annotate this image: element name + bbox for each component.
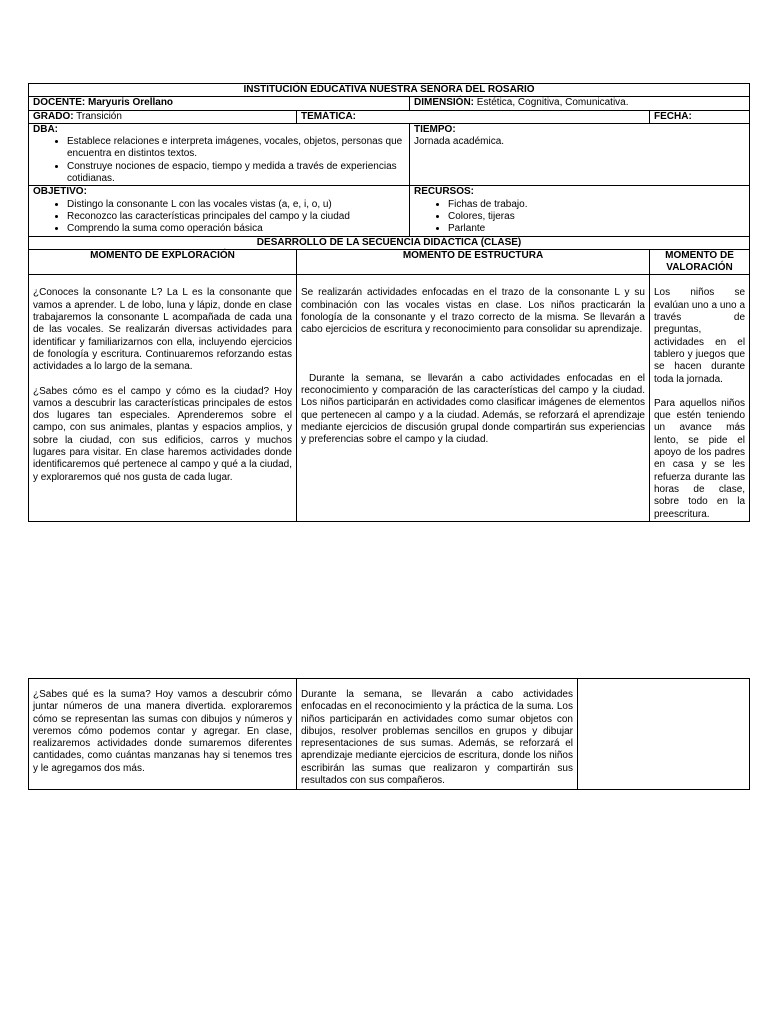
list-item: • Distingo la consonante L con las vocales vistas (a, e, i, o, u) — [67, 199, 405, 211]
dba-label: DBA: — [33, 123, 58, 135]
col-header-estructura: MOMENTO DE ESTRUCTURA — [297, 249, 650, 275]
exploracion-paragraph-2: ¿Sabes cómo es el campo y cómo es la ciudad? Hoy vamos a descubrir las características principales de estos dos lugares tan especiales. Aprenderemos sobre el campo, con sus animales, plantas y espacios amplios, y sobre la ciudad, con sus edificios, carros y muchos lugares para visitar. En clase haremos actividades donde identificaremos qué pertenece al campo y qué a la ciudad, y exploraremos qué nos gusta de cada lugar. — [33, 385, 292, 483]
exploracion-paragraph-1: ¿Conoces la consonante L? La L es la consonante que vamos a aprender. L de lobo, luna y lápiz, donde en clase trabajaremos la consonante L acompañada de cada una de las vocales. Se realizarán diversas actividades para identificar y familiarizarnos con ella, incluyendo ejercicios de fonología y escritura. Continuaremos reforzando estas actividades a lo largo de la semana. — [33, 287, 292, 373]
recursos-cell — [410, 186, 750, 236]
docente-cell: DOCENTE: Maryuris Orellano — [29, 97, 410, 110]
estructura-paragraph-2: Durante la semana, se llevarán a cabo actividades enfocadas en el reconocimiento y comparación de las características del campo y la ciudad. Los niños participarán en actividades como clasificar imágenes de elementos que pertenecen al campo y a la ciudad. Además, se reforzará el aprendizaje mediante ejercicios de discusión grupal donde compartirán sus experiencias y preferencias sobre el campo y la ciudad. — [301, 372, 645, 446]
estructura-suma-cell — [297, 679, 578, 790]
list-item: • Establece relaciones e interpreta imágenes, vocales, objetos, personas que encuentra en distintos textos. — [67, 136, 405, 161]
secuencia-title-row — [29, 236, 750, 249]
list-item: • Construye nociones de espacio, tiempo y medida a través de experiencias cotidianas. — [67, 161, 405, 186]
grado-value: Transición — [73, 110, 122, 122]
objetivo-label: OBJETIVO: — [33, 186, 87, 198]
tiempo-cell — [410, 123, 750, 185]
col-header-exploracion: MOMENTO DE EXPLORACIÓN — [29, 249, 297, 275]
valoracion-paragraph-2: Para aquellos niños que estén teniendo un avance más lento, se pide el apoyo de los padres en casa y se les refuerza durante las horas de clase, sobre todo en la preescritura. — [654, 397, 746, 520]
exploracion-suma-cell — [29, 679, 297, 790]
tematica-cell: TEMÁTICA: — [297, 110, 650, 123]
list-item: • Parlante — [448, 223, 745, 235]
dba-cell — [29, 123, 410, 185]
grado-row — [29, 110, 750, 123]
dba-list — [33, 136, 405, 185]
docente-row — [29, 97, 750, 110]
exploracion-paragraph-3: ¿Sabes qué es la suma? Hoy vamos a descubrir cómo juntar números de una manera divertida. exploraremos cómo se representan las sumas con dibujos y números y veremos cómo podemos contar y agregar. En clase, realizaremos actividades donde sumaremos diferentes cantidades, como cuántas manzanas hay si tenemos tres y le agregamos dos más. — [33, 689, 292, 774]
list-item: • Comprendo la suma como operación básica — [67, 223, 405, 235]
suma-row — [29, 679, 750, 790]
exploracion-cell — [29, 275, 297, 521]
objetivo-list — [33, 199, 405, 236]
grado-label: GRADO: — [33, 110, 74, 122]
list-item: • Colores, tijeras — [448, 211, 745, 223]
moments-header-row — [29, 249, 750, 275]
dimension-cell — [410, 97, 750, 110]
list-item: • Reconozco las características principales del campo y la ciudad — [67, 211, 405, 223]
valoracion-paragraph-1: Los niños se evalúan uno a uno a través de preguntas, actividades en el tablero y juegos que se hacen durante toda la jornada. — [654, 287, 746, 385]
objetivo-row — [29, 186, 750, 236]
dba-row — [29, 123, 750, 185]
valoracion-suma-cell — [578, 679, 750, 790]
list-item: • Fichas de trabajo. — [448, 199, 745, 211]
recursos-list — [414, 199, 745, 236]
estructura-paragraph-3: Durante la semana, se llevarán a cabo actividades enfocadas en el reconocimiento y la práctica de la suma. Los niños participarán en actividades como sumar objetos con dibujos, resolver problemas sencillos en grupos y dibujar representaciones de sus sumas. Además, se reforzará el aprendizaje mediante ejercicios de escritura, donde los niños escribirán las sumas que realizaron y compartirán sus resultados con sus compañeros. — [301, 689, 573, 787]
estructura-cell — [297, 275, 650, 521]
lesson-plan-table-continued — [28, 678, 750, 790]
col-header-valoracion: MOMENTO DE VALORACIÓN — [650, 249, 750, 275]
secuencia-title: DESARROLLO DE LA SECUENCIA DIDÁCTICA (CLASE) — [29, 236, 750, 249]
grado-cell — [29, 110, 297, 123]
moments-content-row — [29, 275, 750, 521]
lesson-plan-table — [28, 83, 750, 522]
dimension-label: DIMENSIÓN: — [414, 97, 474, 109]
recursos-label: RECURSOS: — [414, 186, 475, 198]
institution-row — [29, 84, 750, 97]
fecha-cell: FECHA: — [650, 110, 750, 123]
tiempo-label: TIEMPO: — [414, 123, 456, 135]
institution-title: INSTITUCIÓN EDUCATIVA NUESTRA SEÑORA DEL ROSARIO — [29, 84, 750, 97]
valoracion-cell — [650, 275, 750, 521]
dimension-value: Estética, Cognitiva, Comunicativa. — [474, 97, 629, 109]
objetivo-cell — [29, 186, 410, 236]
estructura-paragraph-1: Se realizarán actividades enfocadas en el trazo de la consonante L y su combinación con las vocales vistas en clase. Los niños practicarán la fonología de la consonante y el trazo correcto de la misma. Se llevarán a cabo ejercicios de escritura y reconocimiento para consolidar su aprendizaje. — [301, 287, 645, 336]
tiempo-value: Jornada académica. — [414, 136, 505, 148]
